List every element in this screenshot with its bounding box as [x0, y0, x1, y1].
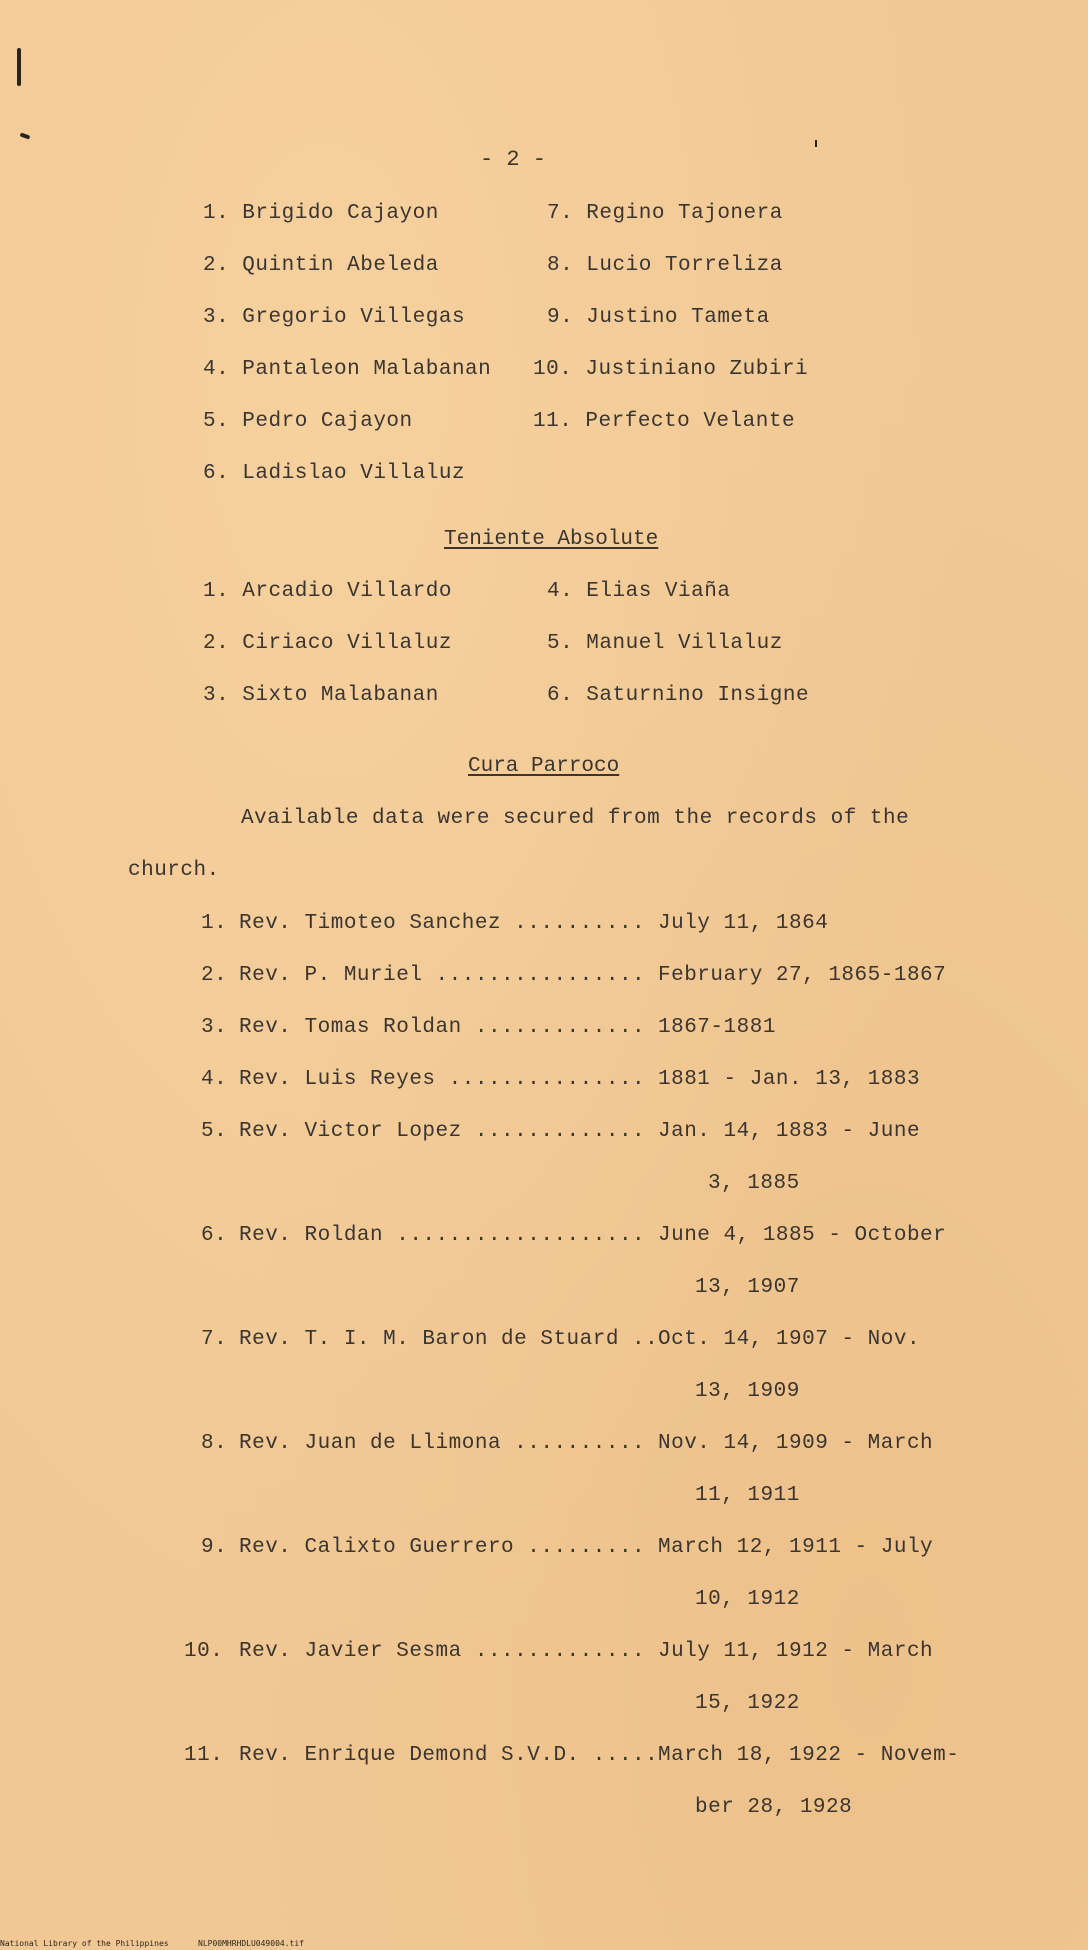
- entry-number: 1.: [201, 912, 228, 935]
- entry-number: 8.: [201, 1432, 228, 1455]
- entry-number: 3.: [201, 1016, 228, 1039]
- list-item: 8. Lucio Torreliza: [547, 254, 783, 277]
- page-number: - 2 -: [480, 147, 547, 172]
- intro-paragraph-line: Available data were secured from the records of the: [241, 807, 910, 830]
- entry-number: 4.: [201, 1068, 228, 1091]
- entry-number: 9.: [201, 1536, 228, 1559]
- intro-paragraph-line: church.: [128, 859, 220, 882]
- scan-mark: [20, 132, 31, 139]
- entry-date-continued: 13, 1907: [695, 1276, 800, 1299]
- list-item: 6. Ladislao Villaluz: [203, 462, 466, 485]
- list-item: 1. Brigido Cajayon: [203, 202, 439, 225]
- entry-date: 1881 - Jan. 13, 1883: [658, 1068, 921, 1091]
- entry-name: Rev. T. I. M. Baron de Stuard ..: [239, 1328, 659, 1351]
- section-heading-teniente: Teniente Absolute: [444, 528, 659, 551]
- list-item: 2. Quintin Abeleda: [203, 254, 439, 277]
- entry-number: 6.: [201, 1224, 228, 1247]
- list-item: 3. Sixto Malabanan: [203, 684, 439, 707]
- entry-name: Rev. Calixto Guerrero .........: [239, 1536, 646, 1559]
- entry-date: July 11, 1864: [658, 912, 829, 935]
- entry-name: Rev. Victor Lopez .............: [239, 1120, 646, 1143]
- scan-mark: [17, 48, 21, 86]
- entry-date-continued: 13, 1909: [695, 1380, 800, 1403]
- entry-number: 2.: [201, 964, 228, 987]
- scan-mark: [815, 140, 817, 147]
- entry-name: Rev. Roldan ...................: [239, 1224, 646, 1247]
- entry-date: Oct. 14, 1907 - Nov.: [658, 1328, 921, 1351]
- entry-number: 11.: [184, 1744, 224, 1767]
- list-item: 7. Regino Tajonera: [547, 202, 783, 225]
- list-item: 11. Perfecto Velante: [533, 410, 796, 433]
- entry-date: July 11, 1912 - March: [658, 1640, 934, 1663]
- entry-number: 5.: [201, 1120, 228, 1143]
- entry-date-continued: 3, 1885: [708, 1172, 800, 1195]
- entry-date: March 12, 1911 - July: [658, 1536, 934, 1559]
- list-item: 5. Manuel Villaluz: [547, 632, 783, 655]
- list-item: 2. Ciriaco Villaluz: [203, 632, 452, 655]
- footer-filename: NLP00MHRHDLU049004.tif: [198, 1939, 304, 1948]
- entry-name: Rev. Luis Reyes ...............: [239, 1068, 646, 1091]
- entry-name: Rev. Tomas Roldan .............: [239, 1016, 646, 1039]
- list-item: 1. Arcadio Villardo: [203, 580, 452, 603]
- list-item: 9. Justino Tameta: [547, 306, 770, 329]
- entry-name: Rev. Timoteo Sanchez ..........: [239, 912, 646, 935]
- entry-number: 7.: [201, 1328, 228, 1351]
- entry-date-continued: 11, 1911: [695, 1484, 800, 1507]
- list-item: 5. Pedro Cajayon: [203, 410, 413, 433]
- list-item: 4. Elias Viaña: [547, 580, 731, 603]
- entry-date: 1867-1881: [658, 1016, 776, 1039]
- entry-date: Nov. 14, 1909 - March: [658, 1432, 934, 1455]
- list-item: 6. Saturnino Insigne: [547, 684, 810, 707]
- entry-name: Rev. Enrique Demond S.V.D. .....: [239, 1744, 659, 1767]
- list-item: 4. Pantaleon Malabanan: [203, 358, 492, 381]
- entry-date: Jan. 14, 1883 - June: [658, 1120, 921, 1143]
- entry-number: 10.: [184, 1640, 224, 1663]
- entry-name: Rev. P. Muriel ................: [239, 964, 646, 987]
- entry-date: June 4, 1885 - October: [658, 1224, 947, 1247]
- entry-date: March 18, 1922 - Novem-: [658, 1744, 960, 1767]
- entry-date-continued: ber 28, 1928: [695, 1796, 853, 1819]
- list-item: 10. Justiniano Zubiri: [533, 358, 809, 381]
- footer-source: National Library of the Philippines: [0, 1939, 169, 1948]
- entry-date-continued: 10, 1912: [695, 1588, 800, 1611]
- list-item: 3. Gregorio Villegas: [203, 306, 466, 329]
- entry-date-continued: 15, 1922: [695, 1692, 800, 1715]
- section-heading-cura: Cura Parroco: [468, 755, 620, 778]
- entry-date: February 27, 1865-1867: [658, 964, 947, 987]
- entry-name: Rev. Javier Sesma .............: [239, 1640, 646, 1663]
- entry-name: Rev. Juan de Llimona ..........: [239, 1432, 646, 1455]
